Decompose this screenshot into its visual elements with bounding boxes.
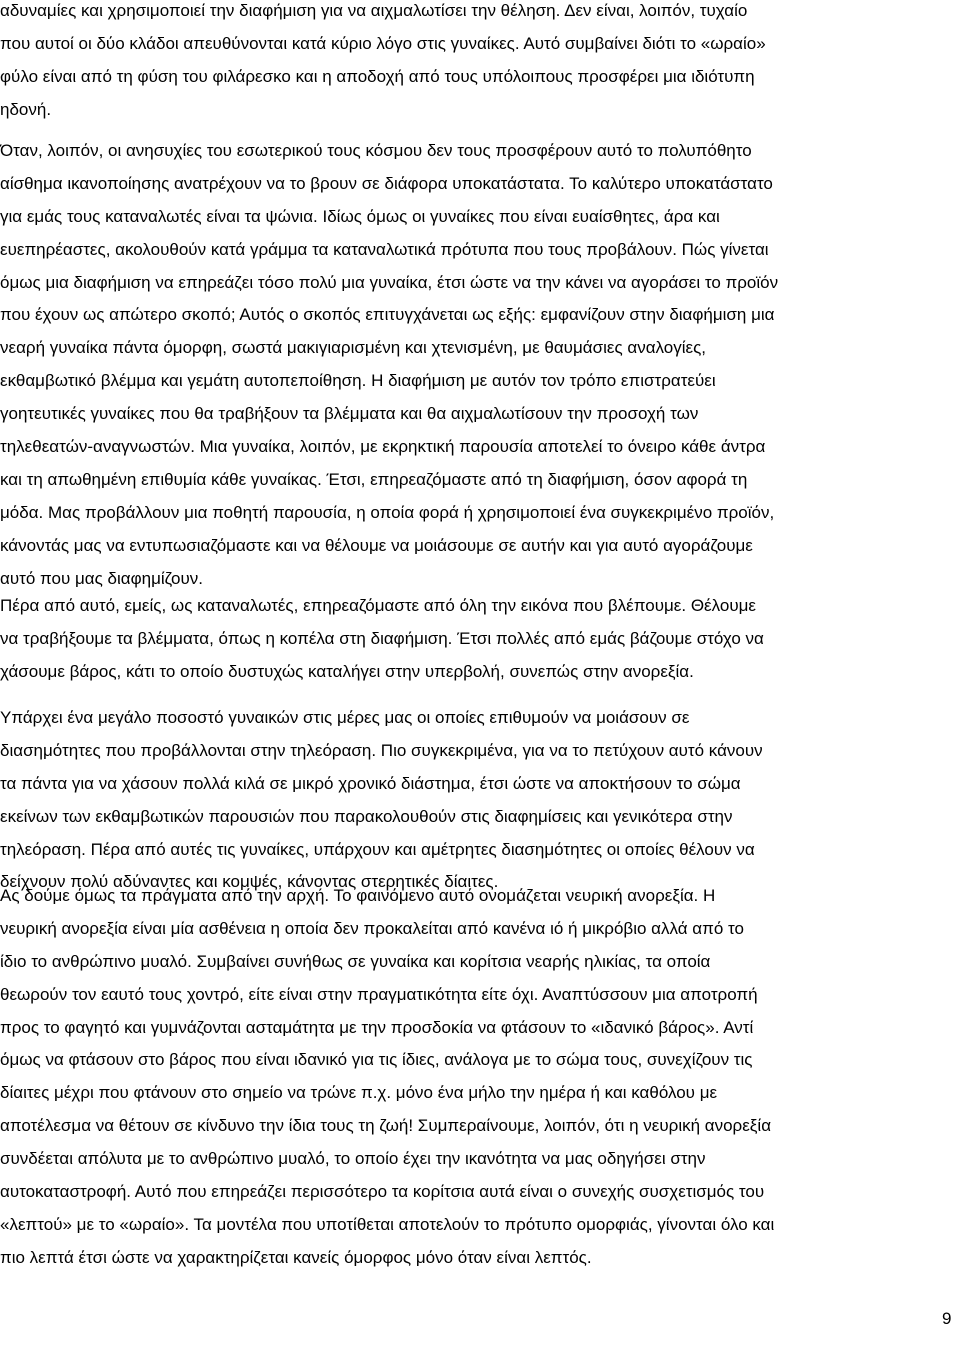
text-line: αίσθημα ικανοποίησης ανατρέχουν να το βρουν σε διάφορα υποκατάστατα. Το καλύτερο υποκατάστατο <box>0 173 773 193</box>
text-line: ευεπηρέαστες, ακολουθούν κατά γράμμα τα καταναλωτικά πρότυπα που τους προβάλουν. Πώς γίνεται <box>0 239 769 259</box>
text-line: Ας δούμε όμως τα πράγματα από την αρχή. Το φαινόμενο αυτό ονομάζεται νευρική ανορεξία. Η <box>0 886 716 905</box>
text-line: που αυτοί οι δύο κλάδοι απευθύνονται κατά κύριο λόγο στις γυναίκες. Αυτό συμβαίνει διότι το «ωραίο» <box>0 33 766 53</box>
text-line: Πέρα από αυτό, εμείς, ως καταναλωτές, επηρεαζόμαστε από όλη την εικόνα που βλέπουμε. Θέλουμε <box>0 596 756 615</box>
page-number: 9 <box>942 1309 952 1328</box>
text-line: δίαιτες μέχρι που φτάνουν στο σημείο να τρώνε π.χ. μόνο ένα μήλο την ημέρα ή και καθόλου με <box>0 1083 718 1103</box>
text-line: δείχνουν πολύ αδύναντες και κομψές, κάνοντας στερητικές δίαιτες. <box>0 872 499 892</box>
paragraph-4 <box>0 702 960 899</box>
text-line: που έχουν ως απώτερο σκοπό; Αυτός ο σκοπός επιτυγχάνεται ως εξής: εμφανίζουν στην διαφήμιση μια <box>0 305 775 325</box>
text-line: προς το φαγητό και γυμνάζονται ασταμάτητα με την προσδοκία να φτάσουν το «ιδανικό βάρος». Αντί <box>0 1017 754 1037</box>
text-line: αποτέλεσμα να θέτουν σε κίνδυνο την ίδια τους τη ζωή! Συμπεραίνουμε, λοιπόν, ότι η νευρική ανορεξία <box>0 1116 772 1136</box>
text-line: και τη απωθημένη επιθυμία κάθε γυναίκας. Έτσι, επηρεαζόμαστε από τη διαφήμιση, όσον αφορά τη <box>0 469 748 489</box>
text-line: εκείνων των εκθαμβωτικών παρουσιών που παρακολουθούν στις διαφημίσεις και γενικότερα στην <box>0 806 733 826</box>
text-line: για εμάς τους καταναλωτές είναι τα ψώνια. Ιδίως όμως οι γυναίκες που είναι ευαίσθητες, άρα και <box>0 206 720 226</box>
paragraph-2 <box>0 135 960 595</box>
text-line: γοητευτικές γυναίκες που θα τραβήξουν τα βλέμματα και θα αιχμαλωτίσουν την προσοχή των <box>0 404 699 424</box>
text-line: «λεπτού» με το «ωραίο». Τα μοντέλα που υποτίθεται αποτελούν το πρότυπο ομορφιάς, γίνονται όλο και <box>0 1214 775 1234</box>
text-line: αυτοκαταστροφή. Αυτό που επηρεάζει περισσότερο τα κορίτσια αυτά είναι ο συνεχής συσχετισμός του <box>0 1182 765 1202</box>
text-line: συνδέεται απόλυτα με το ανθρώπινο μυαλό, το οποίο έχει την ικανότητα να μας οδηγήσει στην <box>0 1149 706 1169</box>
paragraph-1 <box>0 0 960 127</box>
text-line: διασημότητες που προβάλλονται στην τηλεόραση. Πιο συγκεκριμένα, για να το πετύχουν αυτό κάνουν <box>0 740 763 760</box>
text-line: νευρική ανορεξία είναι μία ασθένεια η οποία δεν προκαλείται από κανένα ιό ή μικρόβιο αλλά από το <box>0 918 744 938</box>
text-line: νεαρή γυναίκα πάντα όμορφη, σωστά μακιγιαρισμένη και χτενισμένη, με θαυμάσιες αναλογίες, <box>0 338 706 358</box>
text-line: μόδα. Μας προβάλλουν μια ποθητή παρουσία, η οποία φορά ή χρησιμοποιεί ένα συγκεκριμένο προϊόν, <box>0 502 775 522</box>
text-line: τηλεθεατών-αναγνωστών. Μια γυναίκα, λοιπόν, με εκρηκτική παρουσία αποτελεί το όνειρο κάθε άντρα <box>0 437 766 457</box>
text-line: αυτό που μας διαφημίζουν. <box>0 568 203 588</box>
paragraph-5 <box>0 880 960 1275</box>
text-line: χάσουμε βάρος, κάτι το οποίο δυστυχώς καταλήγει στην υπερβολή, συνεπώς στην ανορεξία. <box>0 661 694 681</box>
text-line: πιο λεπτά έτσι ώστε να χαρακτηρίζεται κανείς όμορφος μόνο όταν είναι λεπτός. <box>0 1247 592 1267</box>
text-line: φύλο είναι από τη φύση του φιλάρεσκο και η αποδοχή από τους υπόλοιπους προσφέρει μια ιδιότυπη <box>0 66 755 86</box>
text-line: Υπάρχει ένα μεγάλο ποσοστό γυναικών στις μέρες μας οι οποίες επιθυμούν να μοιάσουν σε <box>0 708 690 727</box>
text-line: ηδονή. <box>0 99 52 119</box>
text-line: να τραβήξουμε τα βλέμματα, όπως η κοπέλα στη διαφήμιση. Έτσι πολλές από εμάς βάζουμε στόχο να <box>0 628 764 648</box>
text-line: όμως μια διαφήμιση να επηρεάζει τόσο πολύ μια γυναίκα, έτσι ώστε να την κάνει να αγοράσει το προϊόν <box>0 272 779 292</box>
text-line: αδυναμίες και χρησιμοποιεί την διαφήμιση για να αιχμαλωτίσει την θέληση. Δεν είναι, λοιπόν, τυχαίο <box>0 1 748 20</box>
text-line: θεωρούν τον εαυτό τους χοντρό, είτε είναι στην πραγματικότητα είτε όχι. Αναπτύσσουν μια αποτροπή <box>0 984 758 1004</box>
text-line: τηλεόραση. Πέρα από αυτές τις γυναίκες, υπάρχουν και αμέτρητες διασημότητες οι οποίες θέλουν να <box>0 839 755 859</box>
text-line: Όταν, λοιπόν, οι ανησυχίες του εσωτερικού τους κόσμου δεν τους προσφέρουν αυτό το πολυπόθητο <box>0 141 752 160</box>
text-line: τα πάντα για να χάσουν πολλά κιλά σε μικρό χρονικό διάστημα, έτσι ώστε να αποκτήσουν το σώμα <box>0 773 741 793</box>
text-line: κάνοντάς μας να εντυπωσιαζόμαστε και να θέλουμε να μοιάσουμε σε αυτήν και για αυτό αγοράζουμε <box>0 535 753 555</box>
text-line: εκθαμβωτικό βλέμμα και γεμάτη αυτοπεποίθηση. Η διαφήμιση με αυτόν τον τρόπο επιστρατεύει <box>0 371 716 391</box>
paragraph-3 <box>0 590 960 689</box>
text-line: ίδιο το ανθρώπινο μυαλό. Συμβαίνει συνήθως σε γυναίκα και κορίτσια νεαρής ηλικίας, τα οποία <box>0 951 711 971</box>
text-line: όμως να φτάσουν στο βάρος που είναι ιδανικό για τις ίδιες, ανάλογα με το σώμα τους, συνεχίζουν τις <box>0 1050 753 1070</box>
